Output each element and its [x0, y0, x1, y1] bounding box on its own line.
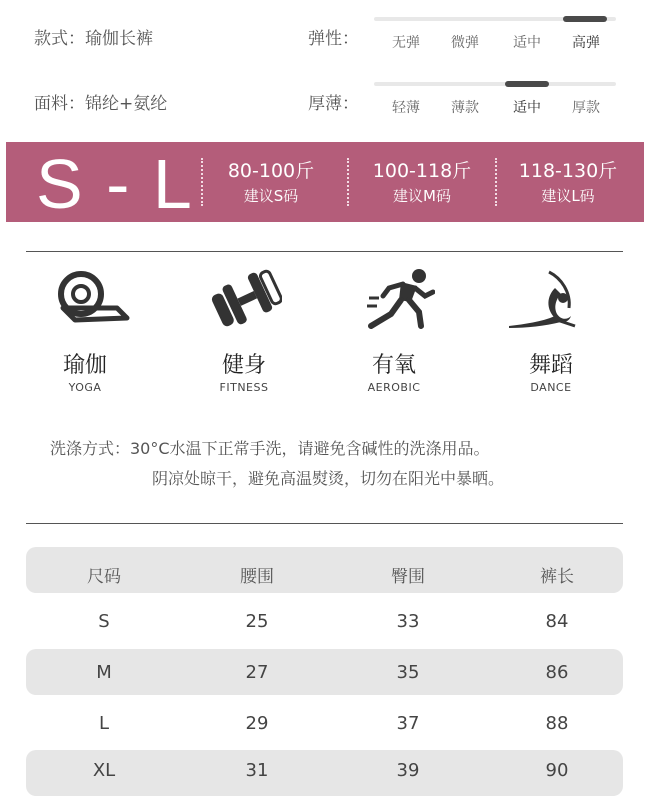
table-cell: 29	[245, 713, 269, 734]
elasticity-label: 弹性：	[308, 29, 359, 49]
activity-yoga-en: YOGA	[68, 381, 102, 394]
table-cell: 27	[245, 662, 269, 683]
style-label: 款式：瑜伽长裤	[34, 29, 153, 49]
size-banner	[6, 142, 644, 222]
table-cell: 39	[396, 760, 420, 781]
table-cell: 88	[545, 713, 569, 734]
table-header-cell: 臀围	[391, 567, 425, 587]
table-cell: 35	[396, 662, 420, 683]
thickness-option: 厚款	[572, 100, 600, 116]
size-s-recommendation	[206, 142, 336, 206]
elasticity-option: 无弹	[392, 35, 420, 51]
banner-divider	[347, 158, 349, 206]
thickness-option: 轻薄	[392, 100, 420, 116]
table-cell: 25	[245, 611, 269, 632]
table-cell: 90	[545, 760, 569, 781]
banner-divider	[201, 158, 203, 206]
thickness-option: 薄款	[451, 100, 479, 116]
table-header-cell: 腰围	[240, 567, 274, 587]
activity-dance	[491, 348, 611, 394]
fabric-label: 面料：锦纶+氨纶	[34, 94, 168, 114]
size-l-recommendation	[503, 142, 633, 206]
table-cell: 86	[545, 662, 569, 683]
care-instructions-line1: 洗涤方式：30°C水温下正常手洗，请避免含碱性的洗涤用品。	[50, 439, 490, 458]
table-cell: 84	[545, 611, 569, 632]
activity-aerobic-zh: 有氧	[371, 353, 416, 378]
table-cell: XL	[92, 760, 116, 781]
size-m-suggest: 建议M码	[393, 187, 451, 205]
size-l-suggest: 建议L码	[541, 187, 595, 205]
runner-icon	[365, 268, 435, 332]
table-cell: 33	[396, 611, 420, 632]
table-header-cell: 裤长	[540, 567, 574, 587]
size-m-recommendation	[357, 142, 487, 206]
activity-yoga-zh: 瑜伽	[62, 353, 107, 378]
care-instructions-line2: 阴凉处晾干，避免高温熨烫，切勿在阳光中暴晒。	[152, 469, 505, 488]
activity-aerobic-en: AEROBIC	[367, 381, 421, 394]
table-cell: L	[98, 713, 110, 734]
size-s-weight: 80-100斤	[227, 160, 315, 182]
table-cell: 31	[245, 760, 269, 781]
elasticity-option: 适中	[513, 35, 541, 51]
size-l-weight: 118-130斤	[518, 160, 618, 182]
table-cell: M	[96, 662, 112, 683]
table-cell: S	[98, 611, 110, 632]
activity-dance-zh: 舞蹈	[528, 353, 573, 378]
thickness-label: 厚薄：	[308, 94, 359, 114]
thickness-track	[374, 82, 616, 86]
yoga-mat-icon	[55, 268, 133, 328]
size-s-suggest: 建议S码	[243, 187, 299, 205]
size-m-weight: 100-118斤	[372, 160, 472, 182]
activity-fitness	[184, 348, 304, 394]
section-divider	[26, 251, 623, 252]
activity-dance-en: DANCE	[530, 381, 572, 394]
section-divider	[26, 523, 623, 524]
activity-aerobic	[334, 348, 454, 394]
elasticity-selected-marker	[563, 16, 607, 22]
table-header-cell: 尺码	[87, 567, 121, 587]
dancer-icon	[505, 268, 581, 330]
size-range-title: S - L	[36, 145, 194, 223]
activity-yoga	[25, 348, 145, 394]
table-cell: 37	[396, 713, 420, 734]
dumbbell-icon	[210, 268, 282, 328]
banner-divider	[495, 158, 497, 206]
elasticity-option: 微弹	[451, 35, 479, 51]
activity-fitness-zh: 健身	[221, 353, 266, 378]
activity-fitness-en: FITNESS	[219, 381, 269, 394]
thickness-selected-marker	[505, 81, 549, 87]
elasticity-option-selected: 高弹	[572, 35, 600, 51]
thickness-option-selected: 适中	[513, 100, 541, 116]
